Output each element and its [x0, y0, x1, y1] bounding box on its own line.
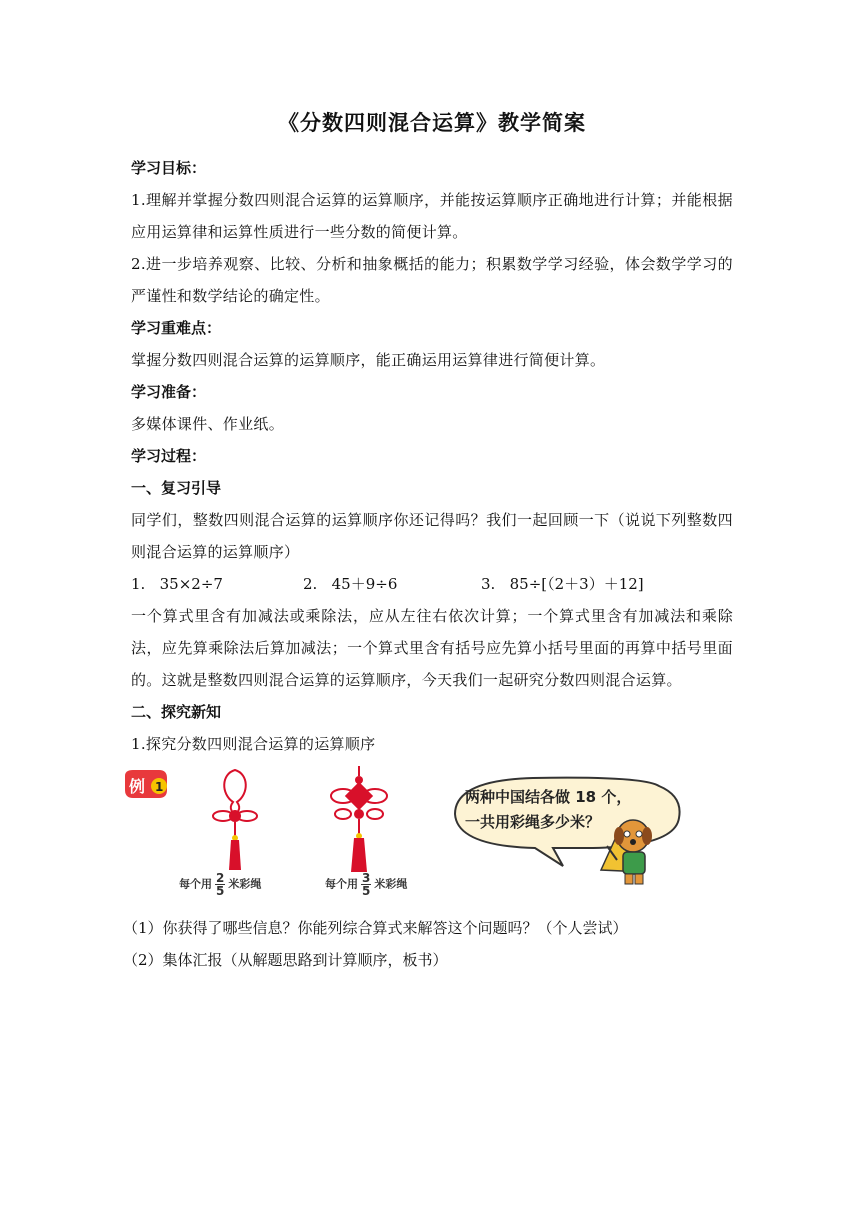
- section1-heading: 一、复习引导: [131, 479, 222, 497]
- example-illustration: [123, 766, 733, 908]
- question-1: （1）你获得了哪些信息？你能列综合算式来解答这个问题吗？（个人尝试）: [123, 919, 628, 937]
- chinese-knot-1-icon: [213, 770, 257, 870]
- section2-heading: 二、探究新知: [131, 703, 222, 721]
- formula-1: 1. 35×2÷7: [131, 575, 223, 593]
- knot-2-fraction: $\frac{3}{5}$: [362, 871, 371, 898]
- bubble-line-2: 一共用彩绳多少米？: [465, 813, 601, 831]
- preparation-text: 多媒体课件、作业纸。: [131, 415, 285, 433]
- example-badge-number: 1: [155, 780, 164, 794]
- formula-2: 2. 45＋9÷6: [303, 575, 398, 593]
- process-heading: 学习过程：: [131, 447, 207, 465]
- knot-2-caption: 每个用 $\frac{3}{5}$ 米彩绳: [325, 871, 408, 898]
- document-title: 《分数四则混合运算》教学简案: [278, 111, 586, 135]
- section1-intro: 同学们，整数四则混合运算的运算顺序你还记得吗？我们一起回顾一下（说说下列整数四则混合运算的运算顺序）: [131, 511, 733, 561]
- objectives-heading: 学习目标：: [131, 159, 207, 177]
- key-points-heading: 学习重难点：: [131, 319, 222, 337]
- key-points-text: 掌握分数四则混合运算的运算顺序，能正确运用运算律进行简便计算。: [131, 351, 606, 369]
- formula-3: 3. 85÷[（2＋3）＋12]: [481, 575, 644, 593]
- example-badge: [125, 770, 167, 798]
- objective-item-2: 2.进一步培养观察、比较、分析和抽象概括的能力；积累数学学习经验，体会数学学习的严谨性和数学结论的确定性。: [131, 255, 733, 305]
- preparation-heading: 学习准备：: [131, 383, 207, 401]
- review-formulas: [131, 568, 733, 600]
- example-badge-label: 例: [129, 777, 146, 796]
- knot-1-fraction: $\frac{2}{5}$: [216, 871, 225, 898]
- knot-1-caption: 每个用 $\frac{2}{5}$ 米彩绳: [179, 871, 262, 898]
- section1-summary: 一个算式里含有加减法或乘除法，应从左往右依次计算；一个算式里含有加减法和乘除法，应先算乘除法后算加减法；一个算式里含有括号应先算小括号里面的再算中括号里面的。这就是整数四则混合运算的运算顺序，今天我们一起研究分数四则混合运算。: [131, 607, 733, 689]
- section2-sub1: 1.探究分数四则混合运算的运算顺序: [131, 735, 376, 753]
- question-2: （2）集体汇报（从解题思路到计算顺序，板书）: [123, 951, 448, 969]
- bubble-line-1: 两种中国结各做 18 个，: [465, 788, 632, 806]
- chinese-knot-2-icon: [331, 766, 387, 872]
- document-page: [123, 108, 733, 976]
- objective-item-1: 1.理解并掌握分数四则混合运算的运算顺序，并能按运算顺序正确地进行计算；并能根据应用运算律和运算性质进行一些分数的简便计算。: [131, 191, 733, 241]
